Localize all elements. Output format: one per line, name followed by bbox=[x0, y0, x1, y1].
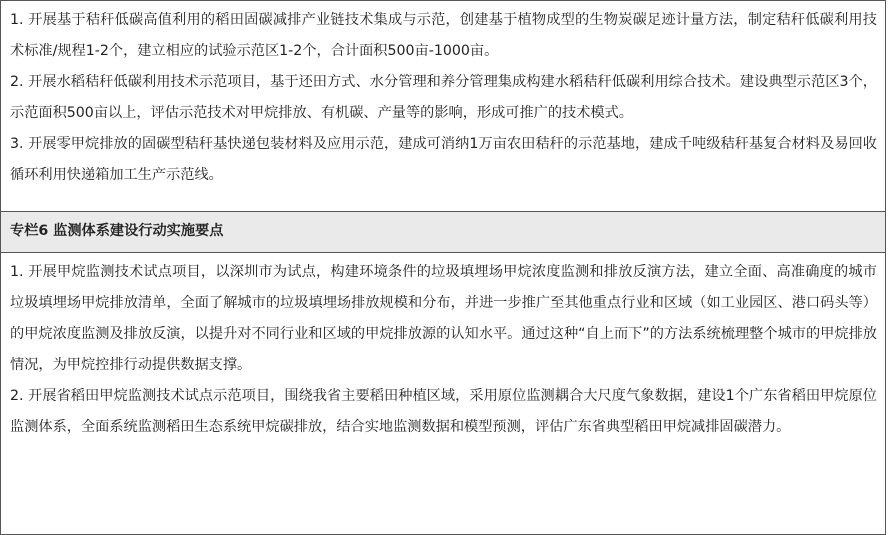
section-6-item-2: 2. 开展省稻田甲烷监测技术试点示范项目，围绕我省主要稻田种植区域，采用原位监测耦合大尺度气象数据，建设1个广东省稻田甲烷原位监测体系，全面系统监测稻田生态系统甲烷碳排放，结合实地监测数据和模型预测，评估广东省典型稻田甲烷减排固碳潜力。 bbox=[10, 388, 877, 435]
section-6-row bbox=[1, 253, 886, 535]
previous-section-item-2: 2. 开展水稻秸秆低碳利用技术示范项目，基于还田方式、水分管理和养分管理集成构建水稻秸秆低碳利用综合技术。建设典型示范区3个，示范面积500亩以上，评估示范技术对甲烷排放、有机碳、产量等的影响，形成可推广的技术模式。 bbox=[10, 74, 877, 121]
section-6-item-1: 1. 开展甲烷监测技术试点项目，以深圳市为试点，构建环境条件的垃圾填埋场甲烷浓度监测和排放反演方法，建立全面、高准确度的城市垃圾填埋场甲烷排放清单，全面了解城市的垃圾填埋场排放规模和分布，并进一步推广至其他重点行业和区域（如工业园区、港口码头等）的甲烷浓度监测及排放反演，以提升对不同行业和区域的甲烷排放源的认知水平。通过这种“自上而下”的方法系统梳理整个城市的甲烷排放情况，为甲烷控排行动提供数据支撑。 bbox=[10, 264, 877, 373]
previous-section-content bbox=[1, 1, 886, 212]
section-6-title: 专栏6 监测体系建设行动实施要点 bbox=[1, 212, 886, 253]
previous-section-item-3: 3. 开展零甲烷排放的固碳型秸秆基快递包装材料及应用示范，建成可消纳1万亩农田秸秆的示范基地，建成千吨级秸秆基复合材料及易回收循环利用快递箱加工生产示范线。 bbox=[10, 136, 877, 183]
section-6-content bbox=[1, 253, 886, 535]
previous-section-row bbox=[1, 1, 886, 212]
previous-section-item-1: 1. 开展基于秸秆低碳高值利用的稻田固碳减排产业链技术集成与示范，创建基于植物成型的生物炭碳足迹计量方法，制定秸秆低碳利用技术标准/规程1-2个，建立相应的试验示范区1-2个，合计面积500亩-1000亩。 bbox=[10, 12, 877, 59]
section-6-header-row bbox=[1, 212, 886, 253]
